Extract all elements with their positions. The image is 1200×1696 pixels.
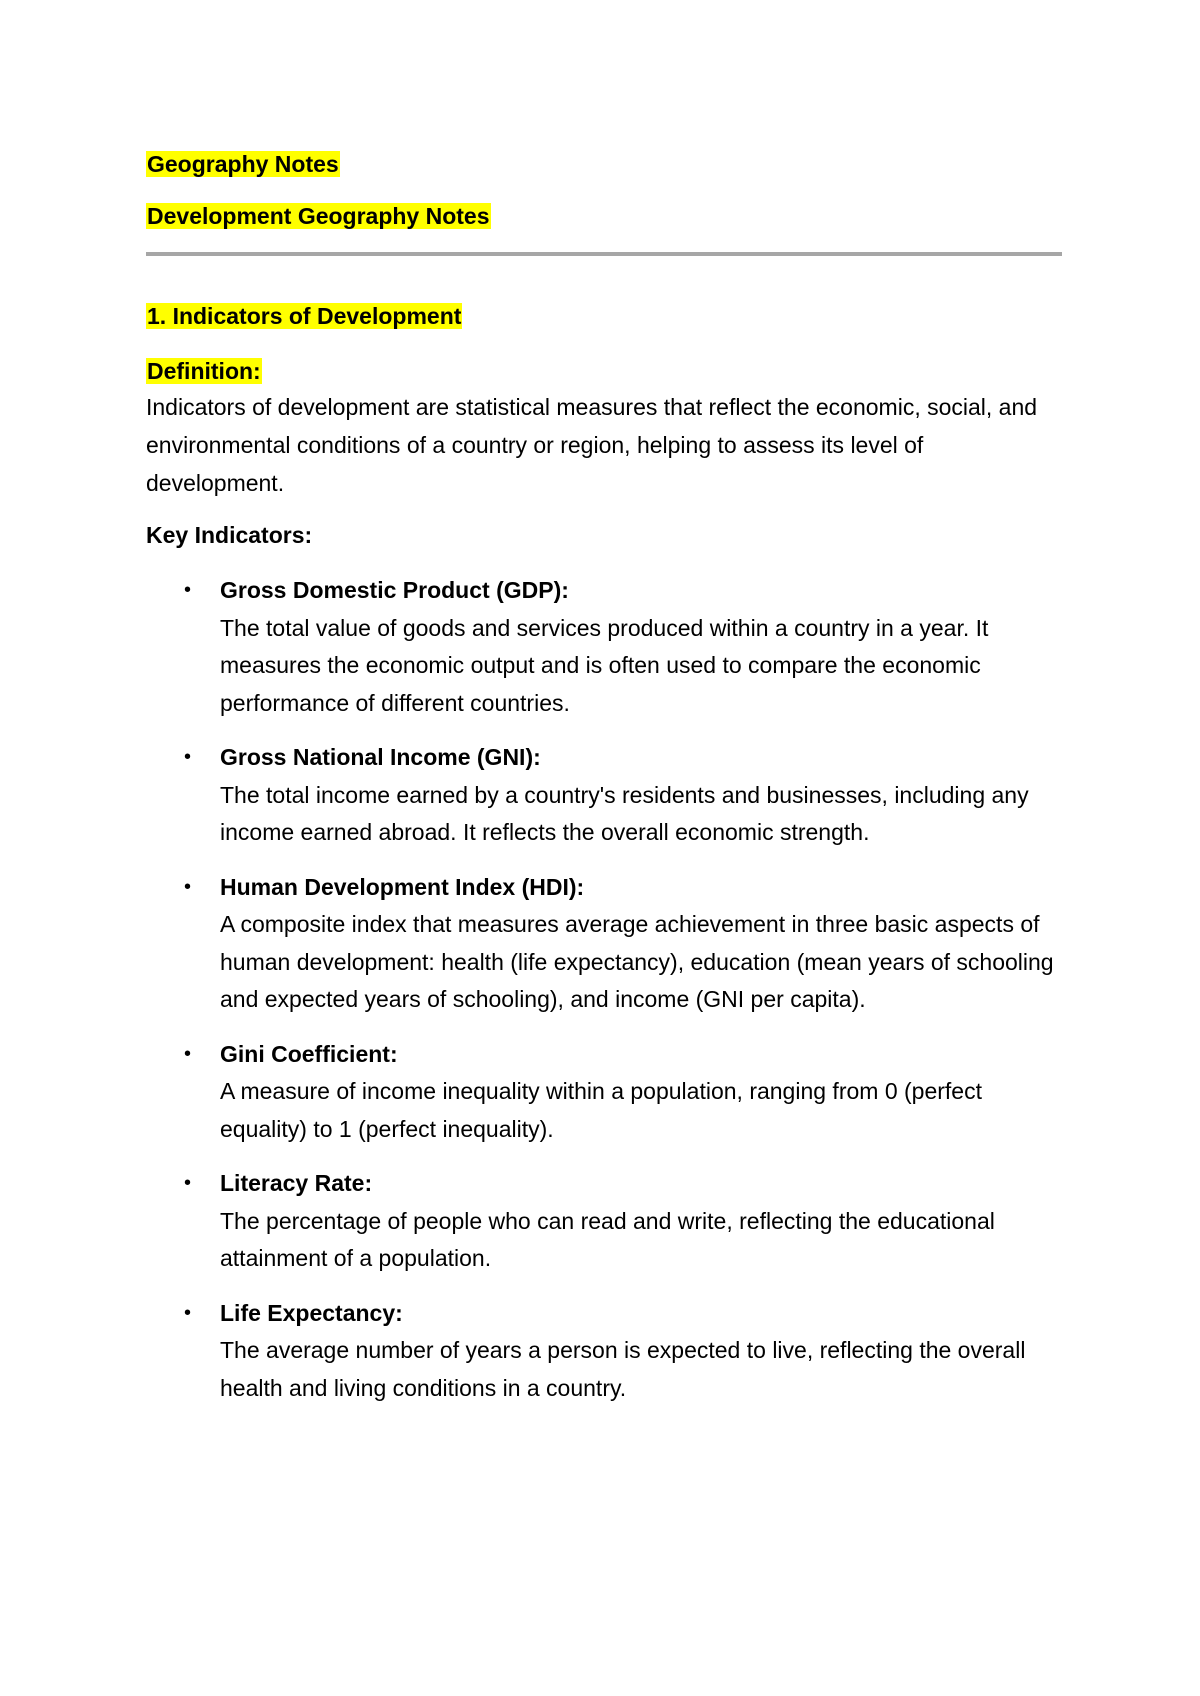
indicator-item-gni <box>146 739 1066 852</box>
indicator-description: The percentage of people who can read and write, reflecting the educational attainment of a population. <box>220 1207 995 1271</box>
bullet-icon: • <box>184 1172 192 1194</box>
section-heading-text: 1. Indicators of Development <box>147 303 462 329</box>
indicator-item-gdp <box>146 572 1066 722</box>
bullet-icon: • <box>184 875 192 898</box>
indicator-name: Human Development Index (HDI): <box>220 873 585 900</box>
document-subtitle <box>146 200 491 236</box>
indicator-item-literacy <box>146 1165 1066 1278</box>
bullet-icon: • <box>184 579 192 601</box>
indicator-description: A composite index that measures average achievement in three basic aspects of human development: health (life expectancy), education (mean years of schooling and expected years of schooling), and income (GNI per capita). <box>220 911 1054 1012</box>
indicator-description: A measure of income inequality within a population, ranging from 0 (perfect equality) to 1 (perfect inequality). <box>220 1078 982 1142</box>
definition-label <box>146 355 262 391</box>
definition-label-text: Definition: <box>147 358 261 384</box>
indicator-description: The average number of years a person is expected to live, reflecting the overall health and living conditions in a country. <box>220 1337 1026 1401</box>
indicator-name: Life Expectancy: <box>220 1299 403 1326</box>
indicator-list <box>146 572 1066 1424</box>
indicator-description: The total value of goods and services produced within a country in a year. It measures the economic output and is often used to compare the economic performance of different countries. <box>220 614 989 716</box>
indicator-item-life-expectancy <box>146 1295 1066 1408</box>
definition-text: Indicators of development are statistical measures that reflect the economic, social, and environmental conditions of a country or region, helping to assess its level of development. <box>146 394 1038 496</box>
indicator-name: Gross National Income (GNI): <box>220 744 541 770</box>
indicator-name: Gini Coefficient: <box>220 1040 398 1067</box>
bullet-icon: • <box>184 1042 192 1065</box>
indicator-description: The total income earned by a country's residents and businesses, including any income earned abroad. It reflects the overall economic strength. <box>220 781 1029 845</box>
key-indicators-label: Key Indicators: <box>146 522 313 548</box>
bullet-icon: • <box>184 746 192 768</box>
section-heading <box>146 300 462 336</box>
horizontal-rule <box>146 252 1062 256</box>
indicator-name: Literacy Rate: <box>220 1170 373 1196</box>
indicator-name: Gross Domestic Product (GDP): <box>220 577 569 603</box>
document-title-text: Geography Notes <box>147 151 339 177</box>
indicator-item-gini <box>146 1036 1066 1149</box>
document-title <box>146 148 340 184</box>
bullet-icon: • <box>184 1301 192 1324</box>
indicator-item-hdi <box>146 869 1066 1019</box>
document-subtitle-text: Development Geography Notes <box>147 203 490 229</box>
